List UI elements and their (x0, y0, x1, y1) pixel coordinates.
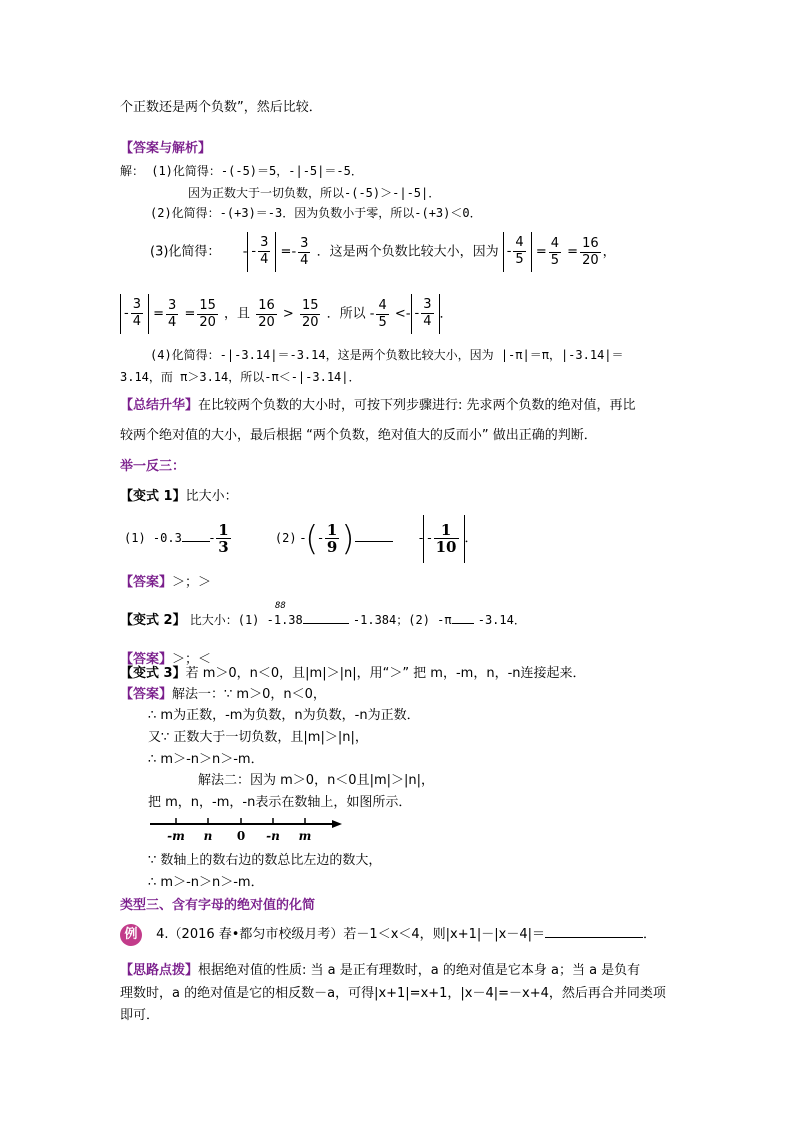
variant-1-tag: 【变式 1】 (120, 489, 186, 504)
variant-1-problem: (1) -0.3 - $\frac{1}{3}$ (2) -(- $\frac{1}{9}$ ) - - $\frac{1}{10}$ ． (124, 514, 478, 563)
summary-line-1: 【总结升华】在比较两个负数的大小时，可按下列步骤进行: 先求两个负数的绝对值，再比 (120, 398, 636, 413)
answer-blank[interactable] (452, 623, 474, 624)
number-line (148, 814, 348, 844)
practice-heading: 举一反三： (120, 459, 186, 474)
step3-label: (3)化简得： (150, 244, 221, 260)
answer-3-line-4: ∴ m＞-n＞n＞-m． (148, 752, 264, 767)
answer-3-line-7: ∵ 数轴上的数右边的数总比左边的数大， (148, 853, 382, 868)
answer-blank[interactable] (182, 541, 210, 542)
solution-line-5: - $\frac{3}{4}$ = $\frac{3}{4}$ = $\frac{15}{20}$ ，且 $\frac{16}{20}$ > $\frac{15}{20}$ ．所以 - $\frac{4}{5}$ <- - $\frac{3}{4}$ ． (120, 294, 453, 335)
answer-3-line-5: 解法二：因为 m＞0，n＜0且|m|＞|n|， (198, 773, 434, 788)
hint-line-2: 理数时，a 的绝对值是它的相反数－a，可得|x+1|=x+1，|x－4|=－x+4，然后再合并同类项 (120, 986, 666, 1001)
type-three-heading: 类型三、含有字母的绝对值的化简 (120, 898, 316, 913)
solution-line-7: 3.14，而 π＞3.14，所以-π＜-|-3.14|． (120, 370, 361, 384)
tick-label: -m (167, 829, 185, 843)
summary-line-2: 较两个绝对值的大小，最后根据 “两个负数，绝对值大的反而小” 做出正确的判断． (120, 428, 597, 443)
answer-3-line-2: ∴ m为正数，-m为负数，n为负数，-n为正数． (148, 708, 420, 723)
summary-heading: 【总结升华】 (120, 398, 199, 413)
variant-3-tag: 【变式 3】 (120, 666, 186, 681)
answer-3-line-6: 把 m，n，-m，-n表示在数轴上，如图所示． (148, 795, 412, 810)
answer-blank[interactable] (303, 623, 349, 624)
continued-text: 个正数还是两个负数”，然后比较． (120, 100, 322, 115)
abs-neg-3-4: - $\frac{3}{4}$ (247, 232, 276, 272)
solution-line-1: 解： (1)化简得：-(-5)＝5，-|-5|＝-5． (120, 164, 363, 178)
arrow-right-icon (332, 820, 342, 828)
answer-3-line-8: ∴ m＞-n＞n＞-m． (148, 875, 264, 890)
solution-line-6: (4)化简得：-|-3.14|＝-3.14，这是两个负数比较大小，因为 |-π|＝π，|-3.14|＝ (150, 348, 624, 362)
variant-2-tag: 【变式 2】 (120, 613, 186, 628)
variant-2-line: 【变式 2】 比大小：(1) -1.38 -1.384；(2) -π -3.14． (120, 613, 526, 628)
solution-line-3: (2)化简得：-(+3)＝-3．因为负数小于零，所以-(+3)＜0． (150, 206, 482, 220)
variant-3-line: 【变式 3】若 m＞0，n＜0，且|m|＞|n|，用“＞” 把 m，-m，n，-n连接起来． (120, 666, 586, 681)
tick-label: m (298, 829, 312, 843)
tick-label: -n (266, 829, 280, 843)
answer-3-line-3: 又∵ 正数大于一切负数，且|m|＞|n|， (148, 730, 368, 745)
solution-line-2: 因为正数大于一切负数，所以-(-5)＞-|-5|． (188, 186, 441, 200)
hint-line-1: 【思路点拨】根据绝对值的性质: 当 a 是正有理数时，a 的绝对值是它本身 a；当 a 是负有 (120, 963, 641, 978)
step3-text: ．这是两个负数比较大小，因为 (316, 244, 499, 260)
abs-neg-4-5: - $\frac{4}{5}$ (503, 232, 532, 272)
repeating-decimal-dots: 88 (275, 601, 286, 611)
tick-label: n (203, 829, 213, 843)
answer-blank[interactable] (355, 541, 393, 542)
variant-1-line: 【变式 1】比大小： (120, 489, 238, 504)
answer-1: 【答案】＞；＞ (120, 575, 212, 590)
solution-line-4: (3)化简得： - - $\frac{3}{4}$ =- $\frac{3}{4}$ ．这是两个负数比较大小，因为 - $\frac{4}{5}$ = $\frac{4}{5}$ = $\frac{16}{20}$ ， (150, 232, 616, 273)
answer-3: 【答案】解法一：∵ m＞0，n＜0， (120, 687, 326, 702)
example-badge-icon: 例 (120, 924, 142, 946)
answer-2: 【答案】＞；＜ (120, 652, 212, 667)
answer-blank[interactable] (545, 937, 643, 938)
answer-analysis-heading: 【答案与解析】 (120, 141, 212, 156)
example-4-line: 例 4.（2016 春•都匀市校级月考）若－1＜x＜4，则|x+1|－|x－4|＝ ． (120, 921, 656, 949)
hint-line-3: 即可． (120, 1008, 160, 1023)
hint-heading: 【思路点拨】 (120, 963, 199, 978)
abs-neg-3-4-b: - $\frac{3}{4}$ (120, 294, 149, 334)
tick-label: 0 (236, 829, 246, 843)
